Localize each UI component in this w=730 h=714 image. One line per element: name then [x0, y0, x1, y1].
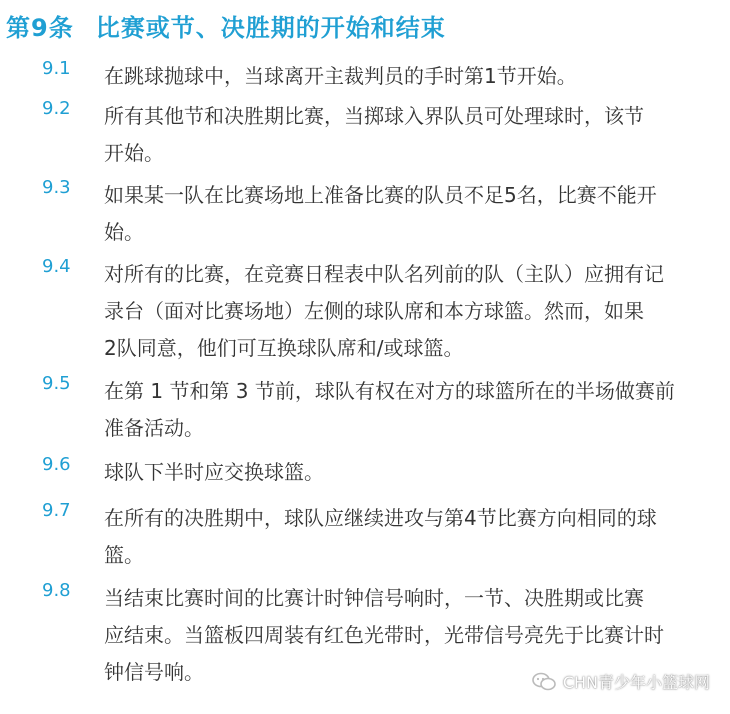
- rule-number: 9.7: [42, 500, 71, 521]
- watermark-text: CHN青少年小篮球网: [562, 673, 710, 692]
- rule-line: 对所有的比赛，在竞赛日程表中队名列前的队（主队）应拥有记: [104, 262, 664, 286]
- rule-number: 9.4: [42, 256, 71, 277]
- article-number: 第9条: [6, 14, 74, 42]
- rule-number: 9.3: [42, 177, 71, 198]
- rule-line: 在跳球抛球中，当球离开主裁判员的手时第1节开始。: [104, 64, 577, 88]
- rule-text: [104, 454, 724, 491]
- rule-text: [104, 58, 724, 95]
- rule-line: 球队下半时应交换球篮。: [104, 460, 324, 484]
- rule-line: 2队同意，他们可互换球队席和/或球篮。: [104, 336, 464, 360]
- rule-text: [104, 373, 724, 447]
- rule-text: [104, 98, 724, 172]
- rule-line: 开始。: [104, 141, 164, 165]
- rule-line: 钟信号响。: [104, 660, 204, 684]
- rule-line: 录台（面对比赛场地）左侧的球队席和本方球篮。然而，如果: [104, 299, 644, 323]
- watermark: [531, 670, 710, 693]
- article-title: 比赛或节、决胜期的开始和结束: [95, 14, 446, 42]
- rule-line: 在第 1 节和第 3 节前，球队有权在对方的球篮所在的半场做赛前: [104, 379, 675, 403]
- rule-number: 9.2: [42, 98, 71, 119]
- rule-line: 所有其他节和决胜期比赛，当掷球入界队员可处理球时，该节: [104, 104, 644, 128]
- rule-number: 9.6: [42, 454, 71, 475]
- rule-number: 9.1: [42, 58, 71, 79]
- rule-text: [104, 177, 724, 251]
- rule-line: 如果某一队在比赛场地上准备比赛的队员不足5名，比赛不能开: [104, 183, 657, 207]
- rule-line: 当结束比赛时间的比赛计时钟信号响时，一节、决胜期或比赛: [104, 586, 644, 610]
- rule-text: [104, 256, 724, 367]
- rule-line: 准备活动。: [104, 416, 204, 440]
- rule-text: [104, 500, 724, 574]
- rule-number: 9.8: [42, 580, 71, 601]
- article-heading: [6, 8, 446, 43]
- rule-line: 在所有的决胜期中，球队应继续进攻与第4节比赛方向相同的球: [104, 506, 657, 530]
- rule-line: 应结束。当篮板四周装有红色光带时，光带信号亮先于比赛计时: [104, 623, 664, 647]
- rule-line: 篮。: [104, 543, 144, 567]
- rule-line: 始。: [104, 220, 144, 244]
- wechat-icon: [531, 672, 557, 692]
- rule-number: 9.5: [42, 373, 71, 394]
